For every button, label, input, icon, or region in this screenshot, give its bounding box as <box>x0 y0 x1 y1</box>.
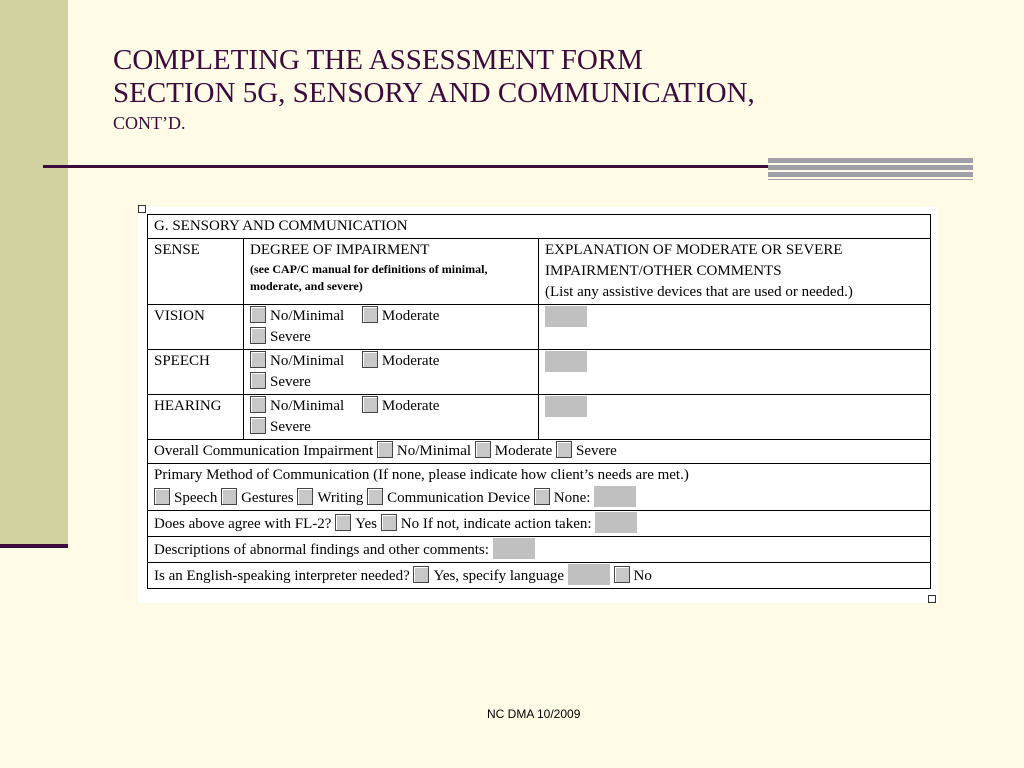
left-accent-rule <box>0 544 68 548</box>
overall-moderate-label: Moderate <box>494 443 553 459</box>
overall-impairment-label: Overall Communication Impairment <box>154 443 374 459</box>
method-device-checkbox[interactable] <box>367 488 383 505</box>
method-speech-label: Speech <box>174 490 218 506</box>
vision-explanation-field[interactable] <box>545 306 587 327</box>
degree-options-hearing <box>244 395 539 440</box>
method-device-label: Communication Device <box>387 490 531 506</box>
primary-method-label: Primary Method of Communication (If none, please indicate how client’s needs are met.) <box>154 467 689 483</box>
interpreter-cell <box>148 563 931 589</box>
slide-footer: NC DMA 10/2009 <box>487 707 581 721</box>
column-header-row <box>148 239 931 305</box>
speech-moderate-checkbox[interactable] <box>362 351 378 368</box>
fl2-cell <box>148 511 931 537</box>
col-explanation-line-3: (List any assistive devices that are used or needed.) <box>545 284 853 300</box>
overall-nominimal-checkbox[interactable] <box>377 441 393 458</box>
sense-label-speech: SPEECH <box>148 350 244 395</box>
title-divider-accent <box>768 158 973 180</box>
interpreter-label: Is an English-speaking interpreter needed? <box>154 568 410 584</box>
vision-moderate-checkbox[interactable] <box>362 306 378 323</box>
interpreter-yes-label: Yes, specify language <box>433 568 565 584</box>
hearing-moderate-label: Moderate <box>381 398 440 414</box>
method-none-field[interactable] <box>594 486 636 507</box>
abnormal-findings-field[interactable] <box>493 538 535 559</box>
overall-severe-checkbox[interactable] <box>556 441 572 458</box>
fl2-no-checkbox[interactable] <box>381 514 397 531</box>
degree-options-vision <box>244 305 539 350</box>
title-line-2: SECTION 5G, SENSORY AND COMMUNICATION, <box>113 77 755 110</box>
table-row-abnormal <box>148 537 931 563</box>
table-row-hearing <box>148 395 931 440</box>
primary-method-cell <box>148 464 931 511</box>
method-writing-checkbox[interactable] <box>297 488 313 505</box>
vision-severe-label: Severe <box>270 329 311 345</box>
degree-options-speech <box>244 350 539 395</box>
col-sense-header: SENSE <box>148 239 244 305</box>
col-explanation-line-1: EXPLANATION OF MODERATE OR SEVERE <box>545 242 843 258</box>
table-move-handle-icon <box>138 205 146 213</box>
overall-moderate-checkbox[interactable] <box>475 441 491 458</box>
method-none-checkbox[interactable] <box>534 488 550 505</box>
speech-severe-label: Severe <box>270 374 311 390</box>
fl2-no-label: No <box>400 516 420 532</box>
interpreter-no-label: No <box>633 568 652 584</box>
table-row-speech <box>148 350 931 395</box>
slide-title <box>113 44 755 133</box>
abnormal-findings-cell <box>148 537 931 563</box>
fl2-label: Does above agree with FL-2? <box>154 516 332 532</box>
speech-explanation-field[interactable] <box>545 351 587 372</box>
table-row-primary-method <box>148 464 931 511</box>
vision-moderate-label: Moderate <box>381 308 440 324</box>
col-degree-header <box>244 239 539 305</box>
abnormal-findings-label: Descriptions of abnormal findings and other comments: <box>154 542 489 558</box>
overall-impairment-cell <box>148 440 931 464</box>
table-row-fl2 <box>148 511 931 537</box>
table-row-overall <box>148 440 931 464</box>
sensory-communication-table <box>147 214 931 589</box>
hearing-explanation-field[interactable] <box>545 396 587 417</box>
method-speech-checkbox[interactable] <box>154 488 170 505</box>
method-none-label: None: <box>553 490 591 506</box>
hearing-moderate-checkbox[interactable] <box>362 396 378 413</box>
hearing-explanation-cell <box>539 395 931 440</box>
vision-nominimal-label: No/Minimal <box>270 308 345 324</box>
hearing-severe-label: Severe <box>270 419 311 435</box>
primary-method-options <box>154 486 924 509</box>
speech-explanation-cell <box>539 350 931 395</box>
sense-label-vision: VISION <box>148 305 244 350</box>
speech-severe-checkbox[interactable] <box>250 372 266 389</box>
fl2-action-field[interactable] <box>595 512 637 533</box>
interpreter-no-checkbox[interactable] <box>614 566 630 583</box>
interpreter-language-field[interactable] <box>568 564 610 585</box>
interpreter-yes-checkbox[interactable] <box>413 566 429 583</box>
assessment-form-image <box>138 207 938 603</box>
hearing-nominimal-label: No/Minimal <box>270 398 345 414</box>
hearing-nominimal-checkbox[interactable] <box>250 396 266 413</box>
hearing-severe-checkbox[interactable] <box>250 417 266 434</box>
speech-moderate-label: Moderate <box>381 353 440 369</box>
title-line-1: COMPLETING THE ASSESSMENT FORM <box>113 44 643 76</box>
form-header-row <box>148 215 931 239</box>
method-gestures-label: Gestures <box>241 490 294 506</box>
method-gestures-checkbox[interactable] <box>221 488 237 505</box>
left-accent-bar <box>0 0 68 546</box>
title-line-3: CONT’D. <box>113 112 186 133</box>
table-row-vision <box>148 305 931 350</box>
fl2-action-label: If not, indicate action taken: <box>422 516 592 532</box>
method-writing-label: Writing <box>317 490 364 506</box>
speech-nominimal-label: No/Minimal <box>270 353 345 369</box>
col-degree-note: (see CAP/C manual for definitions of minimal, moderate, and severe) <box>250 262 488 293</box>
title-divider <box>43 165 768 168</box>
overall-severe-label: Severe <box>576 443 617 459</box>
col-explanation-header <box>539 239 931 305</box>
col-explanation-line-2: IMPAIRMENT/OTHER COMMENTS <box>545 263 782 279</box>
sense-label-hearing: HEARING <box>148 395 244 440</box>
overall-nominimal-label: No/Minimal <box>396 443 472 459</box>
fl2-yes-checkbox[interactable] <box>335 514 351 531</box>
form-section-header: G. SENSORY AND COMMUNICATION <box>148 215 931 239</box>
vision-nominimal-checkbox[interactable] <box>250 306 266 323</box>
speech-nominimal-checkbox[interactable] <box>250 351 266 368</box>
table-row-interpreter <box>148 563 931 589</box>
vision-severe-checkbox[interactable] <box>250 327 266 344</box>
table-resize-handle-icon <box>928 595 936 603</box>
fl2-yes-label: Yes <box>355 516 378 532</box>
col-degree-title: DEGREE OF IMPAIRMENT <box>250 242 430 258</box>
vision-explanation-cell <box>539 305 931 350</box>
